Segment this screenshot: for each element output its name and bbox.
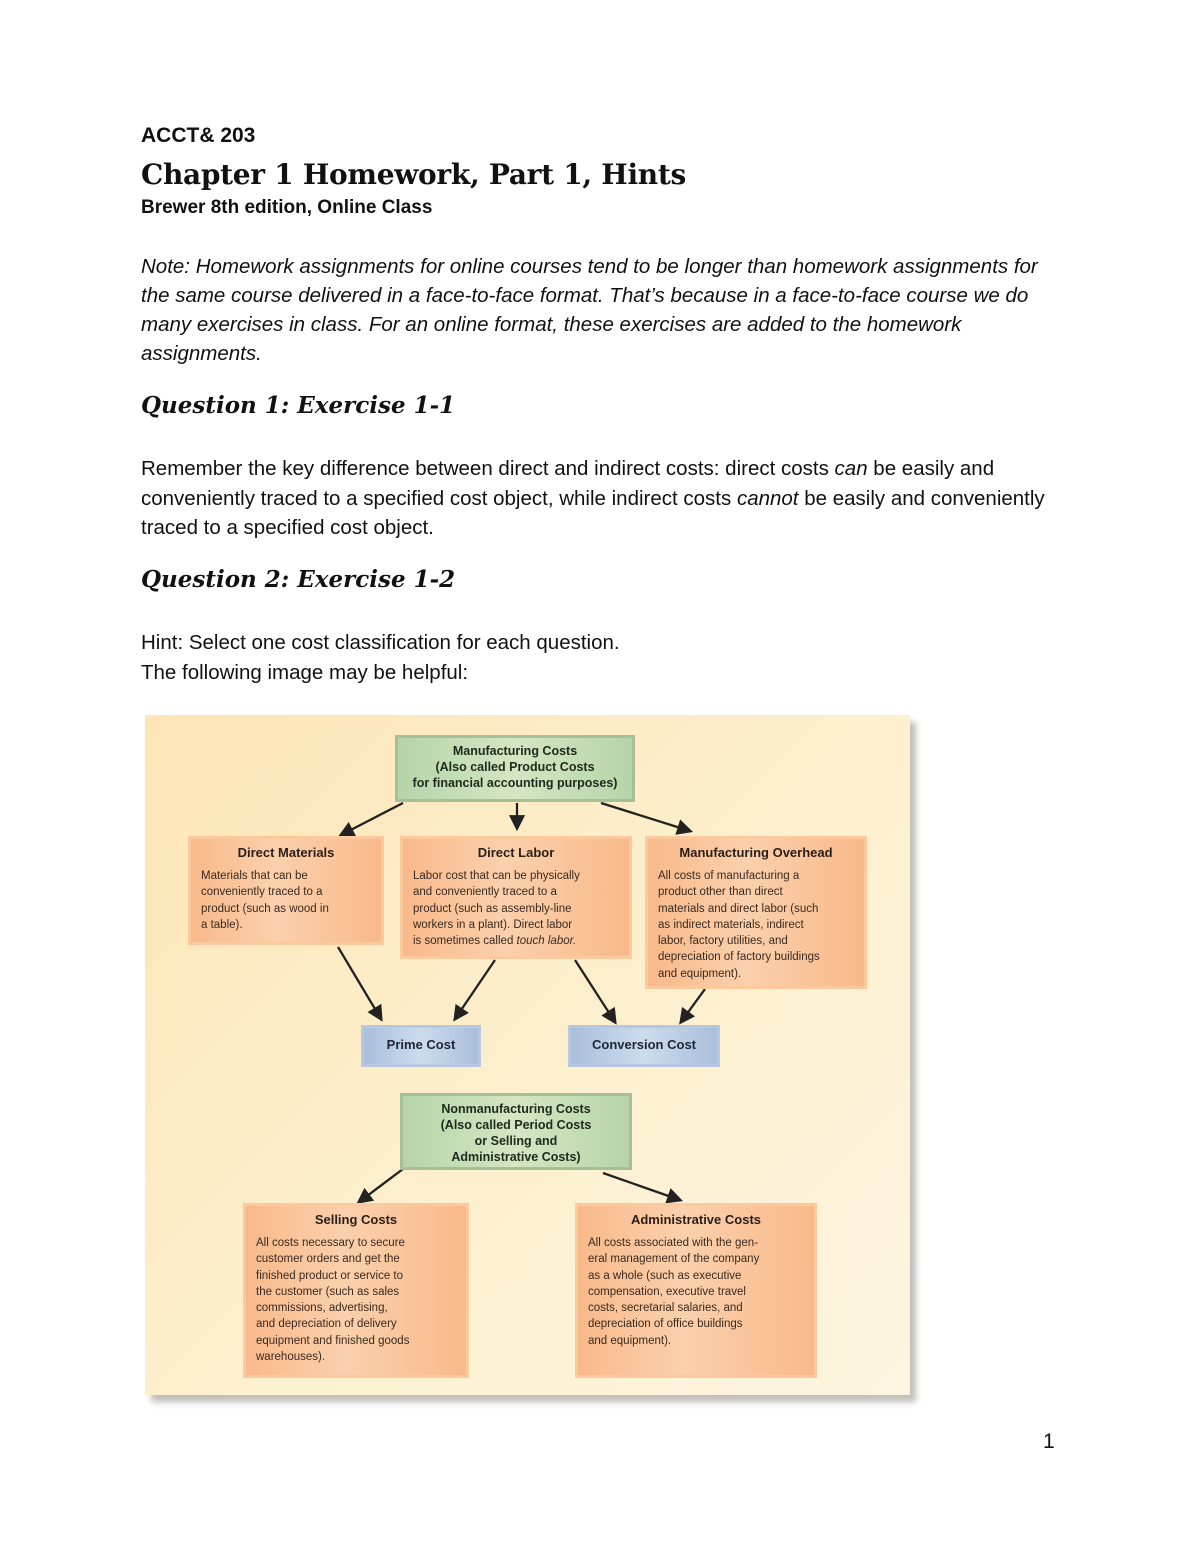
arrow-dl-to-prime [455,960,495,1019]
arrow-dm-to-prime [338,947,381,1019]
direct-labor-box [400,836,632,959]
emphasis-can: can [834,457,868,480]
question-2-hint: Hint: Select one cost classification for each question. [141,631,620,654]
arrow-dl-to-conversion [575,960,615,1022]
manufacturing-overhead-body: All costs of manufacturing a product other than direct materials and direct labor (such as indirect materials, indirect labor, factory utilities, and depreciation of factory buildings and equipment). [658,870,820,980]
emphasis-cannot: cannot [736,486,799,510]
direct-materials-box [188,836,384,945]
page-number: 1 [1043,1430,1055,1453]
selling-costs-title: Selling Costs [314,1212,398,1227]
administrative-costs-title: Administrative Costs [630,1212,762,1227]
page-title: Chapter 1 Homework, Part 1, Hints [141,158,686,191]
question-1-text: Remember the key difference between direct and indirect costs: direct costs can be easily and conveniently traced to a specified cost object, while indirect costs cannot be easily and conveniently traced to a specified cost object. [141,457,1045,539]
question-2-heading: Question 2: Exercise 1-2 [141,566,456,593]
selling-costs-body: All costs necessary to secure customer orders and get the finished product or service to the customer (such as sales commissions, advertising, and depreciation of delivery equipment and finished goods warehouses). [256,1237,410,1364]
touch-labor-emphasis: touch labor. [516,935,577,948]
arrow-to-selling [359,1169,403,1202]
cost-classification-diagram [145,715,910,1395]
manufacturing-costs-box: Manufacturing Costs (Also called Product Costs for financial accounting purposes) [395,735,635,802]
direct-labor-title: Direct Labor [477,845,555,860]
arrow-to-manufacturing-overhead [601,803,690,831]
manufacturing-overhead-box [645,836,867,989]
nonmanufacturing-costs-box: Nonmanufacturing Costs (Also called Period Costs or Selling and Administrative Costs) [400,1093,632,1170]
question-1-heading: Question 1: Exercise 1-1 [141,392,456,419]
direct-labor-body: Labor cost that can be physically and conveniently traced to a product (such as assembly-line workers in a plant). Direct labor is sometimes called touch labor. [413,870,580,948]
arrow-to-administrative [603,1173,680,1200]
direct-materials-body: Materials that can be conveniently traced to a product (such as wood in a table). [201,870,329,931]
note-paragraph: Note: Homework assignments for online courses tend to be longer than homework assignments for the same course delivered in a face-to-face format. That’s because in a face-to-face course we do many exercises in class. For an online format, these exercises are added to the homework assignments. [141,255,1038,365]
arrow-mo-to-conversion [681,989,705,1022]
course-code: ACCT& 203 [141,124,256,147]
edition-subtitle: Brewer 8th edition, Online Class [141,197,433,218]
image-intro: The following image may be helpful: [141,661,469,684]
prime-cost-box: Prime Cost [361,1025,481,1067]
selling-costs-box [243,1203,469,1378]
administrative-costs-body: All costs associated with the gen- eral management of the company as a whole (such as executive compensation, executive travel costs, secretarial salaries, and depreciation of office buildings and equipment). [588,1237,760,1347]
conversion-cost-box: Conversion Cost [568,1025,720,1067]
manufacturing-overhead-title: Manufacturing Overhead [679,845,833,860]
administrative-costs-box [575,1203,817,1378]
arrow-to-direct-materials [341,803,403,835]
direct-materials-title: Direct Materials [237,845,335,860]
